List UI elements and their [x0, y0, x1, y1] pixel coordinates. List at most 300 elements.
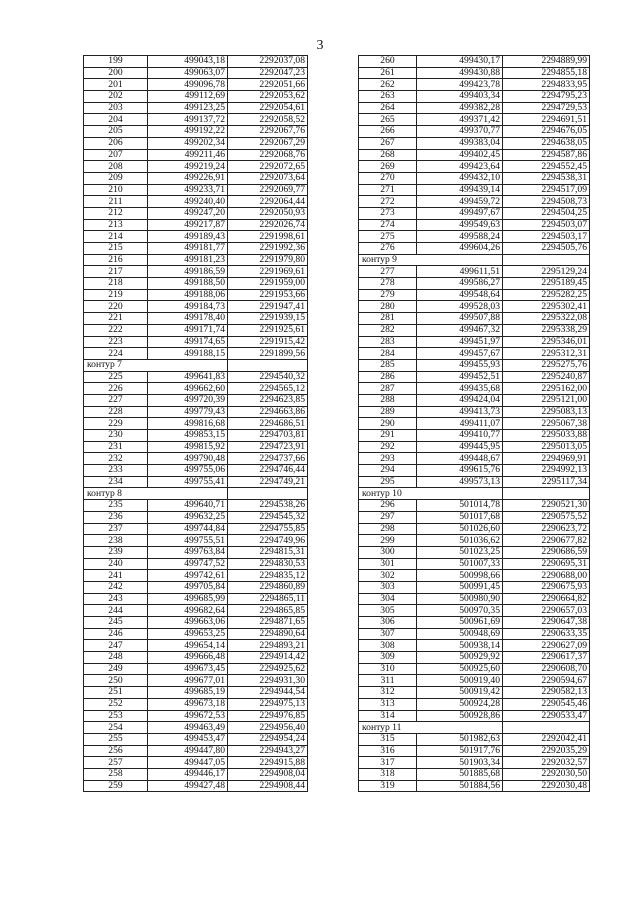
- x-coordinate-cell: 500928,86: [417, 710, 503, 722]
- y-coordinate-cell: 2292051,66: [228, 79, 308, 91]
- table-row: [359, 535, 590, 547]
- point-number-cell: 317: [359, 757, 417, 769]
- y-coordinate-cell: 2294749,21: [228, 476, 308, 488]
- x-coordinate-cell: 500980,90: [417, 593, 503, 605]
- y-coordinate-cell: 2294943,27: [228, 745, 308, 757]
- table-row: [359, 768, 590, 780]
- y-coordinate-cell: 2294914,42: [228, 652, 308, 664]
- point-number-cell: 239: [84, 546, 148, 558]
- point-number-cell: 200: [84, 67, 148, 79]
- table-row: [84, 114, 308, 126]
- x-coordinate-cell: 499063,07: [148, 67, 228, 79]
- table-row: [359, 511, 590, 523]
- y-coordinate-cell: 2294505,76: [503, 243, 590, 255]
- point-number-cell: 218: [84, 278, 148, 290]
- x-coordinate-cell: 499446,17: [148, 768, 228, 780]
- point-number-cell: 262: [359, 79, 417, 91]
- point-number-cell: 246: [84, 628, 148, 640]
- x-coordinate-cell: 500970,35: [417, 605, 503, 617]
- y-coordinate-cell: 2294865,85: [228, 605, 308, 617]
- y-coordinate-cell: 2292067,29: [228, 137, 308, 149]
- table-row: [359, 617, 590, 629]
- contour-header-row: [84, 488, 308, 500]
- x-coordinate-cell: 501884,56: [417, 780, 503, 792]
- table-row: [359, 289, 590, 301]
- x-coordinate-cell: 499573,13: [417, 476, 503, 488]
- table-row: [84, 733, 308, 745]
- x-coordinate-cell: 499178,40: [148, 313, 228, 325]
- x-coordinate-cell: 500991,45: [417, 581, 503, 593]
- point-number-cell: 199: [84, 56, 148, 68]
- x-coordinate-cell: 500961,69: [417, 617, 503, 629]
- table-row: [84, 558, 308, 570]
- point-number-cell: 234: [84, 476, 148, 488]
- x-coordinate-cell: 499653,25: [148, 628, 228, 640]
- y-coordinate-cell: 2294975,13: [228, 698, 308, 710]
- x-coordinate-cell: 499439,14: [417, 184, 503, 196]
- x-coordinate-cell: 499742,61: [148, 570, 228, 582]
- y-coordinate-cell: 2295117,34: [503, 476, 590, 488]
- x-coordinate-cell: 499188,06: [148, 289, 228, 301]
- table-row: [359, 336, 590, 348]
- point-number-cell: 255: [84, 733, 148, 745]
- x-coordinate-cell: 499435,68: [417, 383, 503, 395]
- point-number-cell: 297: [359, 511, 417, 523]
- table-row: [84, 301, 308, 313]
- point-number-cell: 212: [84, 207, 148, 219]
- y-coordinate-cell: 2295189,45: [503, 278, 590, 290]
- table-row: [359, 67, 590, 79]
- point-number-cell: 259: [84, 780, 148, 792]
- table-row: [359, 745, 590, 757]
- x-coordinate-cell: 500919,42: [417, 687, 503, 699]
- table-row: [359, 628, 590, 640]
- table-row: [84, 137, 308, 149]
- point-number-cell: 300: [359, 546, 417, 558]
- point-number-cell: 291: [359, 430, 417, 442]
- y-coordinate-cell: 2294723,91: [228, 441, 308, 453]
- y-coordinate-cell: 2294865,11: [228, 593, 308, 605]
- x-coordinate-cell: 499744,84: [148, 523, 228, 535]
- table-row: [359, 196, 590, 208]
- y-coordinate-cell: 2294830,53: [228, 558, 308, 570]
- point-number-cell: 247: [84, 640, 148, 652]
- x-coordinate-cell: 499685,19: [148, 687, 228, 699]
- y-coordinate-cell: 2294944,54: [228, 687, 308, 699]
- y-coordinate-cell: 2295322,08: [503, 313, 590, 325]
- x-coordinate-cell: 499662,60: [148, 383, 228, 395]
- y-coordinate-cell: 2292032,57: [503, 757, 590, 769]
- y-coordinate-cell: 2294976,85: [228, 710, 308, 722]
- table-row: [359, 184, 590, 196]
- y-coordinate-cell: 2295067,38: [503, 418, 590, 430]
- x-coordinate-cell: 499682,64: [148, 605, 228, 617]
- point-number-cell: 309: [359, 652, 417, 664]
- x-coordinate-cell: 499763,84: [148, 546, 228, 558]
- point-number-cell: 215: [84, 243, 148, 255]
- x-coordinate-cell: 499457,67: [417, 348, 503, 360]
- y-coordinate-cell: 2291992,36: [228, 243, 308, 255]
- point-number-cell: 278: [359, 278, 417, 290]
- point-number-cell: 314: [359, 710, 417, 722]
- x-coordinate-cell: 499371,42: [417, 114, 503, 126]
- y-coordinate-cell: 2295129,24: [503, 266, 590, 278]
- table-row: [84, 511, 308, 523]
- contour-label: контур 9: [359, 254, 503, 266]
- x-coordinate-cell: 499666,48: [148, 652, 228, 664]
- point-number-cell: 281: [359, 313, 417, 325]
- table-row: [84, 476, 308, 488]
- y-coordinate-cell: 2292067,76: [228, 126, 308, 138]
- table-row: [359, 114, 590, 126]
- table-row: [359, 570, 590, 582]
- table-row: [359, 558, 590, 570]
- table-row: [84, 207, 308, 219]
- x-coordinate-cell: 499174,65: [148, 336, 228, 348]
- point-number-cell: 253: [84, 710, 148, 722]
- y-coordinate-cell: 2294755,85: [228, 523, 308, 535]
- page-number: 3: [316, 38, 324, 53]
- x-coordinate-cell: 499188,15: [148, 348, 228, 360]
- table-row: [359, 56, 590, 68]
- point-number-cell: 240: [84, 558, 148, 570]
- table-row: [84, 266, 308, 278]
- table-row: [84, 289, 308, 301]
- x-coordinate-cell: 500998,66: [417, 570, 503, 582]
- table-row: [84, 465, 308, 477]
- table-row: [84, 652, 308, 664]
- point-number-cell: 236: [84, 511, 148, 523]
- point-number-cell: 232: [84, 453, 148, 465]
- table-row: [84, 324, 308, 336]
- x-coordinate-cell: 499402,45: [417, 149, 503, 161]
- y-coordinate-cell: 2295275,76: [503, 359, 590, 371]
- table-row: [359, 581, 590, 593]
- point-number-cell: 315: [359, 733, 417, 745]
- y-coordinate-cell: 2294703,81: [228, 430, 308, 442]
- table-row: [359, 710, 590, 722]
- point-number-cell: 237: [84, 523, 148, 535]
- point-number-cell: 211: [84, 196, 148, 208]
- point-number-cell: 277: [359, 266, 417, 278]
- x-coordinate-cell: 499096,78: [148, 79, 228, 91]
- y-coordinate-cell: 2295282,25: [503, 289, 590, 301]
- y-coordinate-cell: 2294925,62: [228, 663, 308, 675]
- x-coordinate-cell: 499588,24: [417, 231, 503, 243]
- y-coordinate-cell: 2290545,46: [503, 698, 590, 710]
- point-number-cell: 207: [84, 149, 148, 161]
- x-coordinate-cell: 501982,63: [417, 733, 503, 745]
- table-row: [359, 231, 590, 243]
- y-coordinate-cell: 2292069,77: [228, 184, 308, 196]
- table-row: [84, 254, 308, 266]
- y-coordinate-cell: 2294969,91: [503, 453, 590, 465]
- point-number-cell: 235: [84, 500, 148, 512]
- table-row: [84, 278, 308, 290]
- y-coordinate-cell: 2294908,04: [228, 768, 308, 780]
- point-number-cell: 204: [84, 114, 148, 126]
- point-number-cell: 214: [84, 231, 148, 243]
- x-coordinate-cell: 499816,68: [148, 418, 228, 430]
- y-coordinate-cell: 2292047,23: [228, 67, 308, 79]
- table-row: [359, 523, 590, 535]
- point-number-cell: 283: [359, 336, 417, 348]
- y-coordinate-cell: 2294992,13: [503, 465, 590, 477]
- x-coordinate-cell: 501903,34: [417, 757, 503, 769]
- point-number-cell: 290: [359, 418, 417, 430]
- y-coordinate-cell: 2292053,62: [228, 91, 308, 103]
- point-number-cell: 221: [84, 313, 148, 325]
- table-row: [359, 605, 590, 617]
- table-row: [359, 546, 590, 558]
- contour-label: контур 7: [84, 359, 228, 371]
- y-coordinate-cell: 2291915,42: [228, 336, 308, 348]
- y-coordinate-cell: 2290623,72: [503, 523, 590, 535]
- point-number-cell: 275: [359, 231, 417, 243]
- point-number-cell: 252: [84, 698, 148, 710]
- x-coordinate-cell: 499507,88: [417, 313, 503, 325]
- y-coordinate-cell: 2294538,31: [503, 172, 590, 184]
- contour-header-row: [359, 254, 590, 266]
- table-row: [84, 172, 308, 184]
- y-coordinate-cell: 2294890,64: [228, 628, 308, 640]
- x-coordinate-cell: 499403,34: [417, 91, 503, 103]
- table-row: [84, 243, 308, 255]
- x-coordinate-cell: 499382,28: [417, 102, 503, 114]
- point-number-cell: 217: [84, 266, 148, 278]
- point-number-cell: 306: [359, 617, 417, 629]
- y-coordinate-cell: 2294545,32: [228, 511, 308, 523]
- y-coordinate-cell: 2290521,30: [503, 500, 590, 512]
- point-number-cell: 251: [84, 687, 148, 699]
- y-coordinate-cell: 2294835,12: [228, 570, 308, 582]
- point-number-cell: 238: [84, 535, 148, 547]
- point-number-cell: 231: [84, 441, 148, 453]
- y-coordinate-cell: 2294915,88: [228, 757, 308, 769]
- x-coordinate-cell: 499211,46: [148, 149, 228, 161]
- table-row: [359, 593, 590, 605]
- x-coordinate-cell: 499184,73: [148, 301, 228, 313]
- point-number-cell: 280: [359, 301, 417, 313]
- x-coordinate-cell: 499673,45: [148, 663, 228, 675]
- y-coordinate-cell: 2295121,00: [503, 394, 590, 406]
- table-row: [84, 675, 308, 687]
- table-row: [84, 441, 308, 453]
- y-coordinate-cell: 2294638,05: [503, 137, 590, 149]
- table-row: [84, 313, 308, 325]
- table-row: [359, 313, 590, 325]
- y-coordinate-cell: 2294587,86: [503, 149, 590, 161]
- x-coordinate-cell: 499430,88: [417, 67, 503, 79]
- empty-cell: [228, 359, 308, 371]
- point-number-cell: 201: [84, 79, 148, 91]
- x-coordinate-cell: 499112,69: [148, 91, 228, 103]
- empty-cell: [503, 254, 590, 266]
- table-row: [84, 231, 308, 243]
- point-number-cell: 260: [359, 56, 417, 68]
- y-coordinate-cell: 2295346,01: [503, 336, 590, 348]
- contour-header-row: [359, 722, 590, 734]
- point-number-cell: 244: [84, 605, 148, 617]
- y-coordinate-cell: 2294691,51: [503, 114, 590, 126]
- x-coordinate-cell: 499192,22: [148, 126, 228, 138]
- table-row: [84, 593, 308, 605]
- table-row: [359, 663, 590, 675]
- y-coordinate-cell: 2291998,61: [228, 231, 308, 243]
- y-coordinate-cell: 2294833,95: [503, 79, 590, 91]
- y-coordinate-cell: 2292030,50: [503, 768, 590, 780]
- y-coordinate-cell: 2290582,13: [503, 687, 590, 699]
- point-number-cell: 274: [359, 219, 417, 231]
- point-number-cell: 319: [359, 780, 417, 792]
- y-coordinate-cell: 2290688,00: [503, 570, 590, 582]
- y-coordinate-cell: 2291947,41: [228, 301, 308, 313]
- table-row: [359, 219, 590, 231]
- point-number-cell: 285: [359, 359, 417, 371]
- y-coordinate-cell: 2290657,03: [503, 605, 590, 617]
- table-row: [359, 137, 590, 149]
- x-coordinate-cell: 501014,78: [417, 500, 503, 512]
- x-coordinate-cell: 501007,33: [417, 558, 503, 570]
- table-row: [84, 605, 308, 617]
- table-row: [359, 453, 590, 465]
- y-coordinate-cell: 2291925,61: [228, 324, 308, 336]
- y-coordinate-cell: 2290647,38: [503, 617, 590, 629]
- point-number-cell: 310: [359, 663, 417, 675]
- x-coordinate-cell: 499445,95: [417, 441, 503, 453]
- table-row: [84, 628, 308, 640]
- y-coordinate-cell: 2294737,66: [228, 453, 308, 465]
- table-row: [84, 196, 308, 208]
- y-coordinate-cell: 2294855,18: [503, 67, 590, 79]
- y-coordinate-cell: 2294889,99: [503, 56, 590, 68]
- table-row: [84, 91, 308, 103]
- table-row: [84, 336, 308, 348]
- y-coordinate-cell: 2294503,17: [503, 231, 590, 243]
- point-number-cell: 203: [84, 102, 148, 114]
- x-coordinate-cell: 499632,25: [148, 511, 228, 523]
- y-coordinate-cell: 2290533,47: [503, 710, 590, 722]
- y-coordinate-cell: 2292073,64: [228, 172, 308, 184]
- table-row: [359, 652, 590, 664]
- table-row: [359, 371, 590, 383]
- point-number-cell: 268: [359, 149, 417, 161]
- y-coordinate-cell: 2292072,65: [228, 161, 308, 173]
- point-number-cell: 307: [359, 628, 417, 640]
- point-number-cell: 295: [359, 476, 417, 488]
- x-coordinate-cell: 499043,18: [148, 56, 228, 68]
- table-row: [359, 394, 590, 406]
- x-coordinate-cell: 499171,74: [148, 324, 228, 336]
- y-coordinate-cell: 2290675,93: [503, 581, 590, 593]
- y-coordinate-cell: 2291969,61: [228, 266, 308, 278]
- point-number-cell: 292: [359, 441, 417, 453]
- y-coordinate-cell: 2295338,29: [503, 324, 590, 336]
- point-number-cell: 298: [359, 523, 417, 535]
- x-coordinate-cell: 499137,72: [148, 114, 228, 126]
- table-row: [84, 453, 308, 465]
- point-number-cell: 301: [359, 558, 417, 570]
- y-coordinate-cell: 2294538,26: [228, 500, 308, 512]
- table-body-right: [359, 56, 590, 792]
- y-coordinate-cell: 2294686,51: [228, 418, 308, 430]
- point-number-cell: 308: [359, 640, 417, 652]
- y-coordinate-cell: 2294749,96: [228, 535, 308, 547]
- x-coordinate-cell: 499815,92: [148, 441, 228, 453]
- x-coordinate-cell: 500924,28: [417, 698, 503, 710]
- point-number-cell: 242: [84, 581, 148, 593]
- point-number-cell: 220: [84, 301, 148, 313]
- table-row: [84, 710, 308, 722]
- table-row: [84, 535, 308, 547]
- y-coordinate-cell: 2291939,15: [228, 313, 308, 325]
- y-coordinate-cell: 2294503,07: [503, 219, 590, 231]
- y-coordinate-cell: 2291899,56: [228, 348, 308, 360]
- coordinates-table-left: [83, 55, 308, 792]
- point-number-cell: 226: [84, 383, 148, 395]
- point-number-cell: 287: [359, 383, 417, 395]
- x-coordinate-cell: 499685,99: [148, 593, 228, 605]
- point-number-cell: 282: [359, 324, 417, 336]
- table-row: [84, 546, 308, 558]
- table-row: [359, 675, 590, 687]
- table-row: [359, 207, 590, 219]
- x-coordinate-cell: 499548,64: [417, 289, 503, 301]
- table-row: [84, 698, 308, 710]
- point-number-cell: 296: [359, 500, 417, 512]
- point-number-cell: 249: [84, 663, 148, 675]
- point-number-cell: 263: [359, 91, 417, 103]
- point-number-cell: 261: [359, 67, 417, 79]
- table-row: [84, 219, 308, 231]
- point-number-cell: 304: [359, 593, 417, 605]
- table-row: [84, 722, 308, 734]
- x-coordinate-cell: 499779,43: [148, 406, 228, 418]
- y-coordinate-cell: 2294663,86: [228, 406, 308, 418]
- x-coordinate-cell: 499755,51: [148, 535, 228, 547]
- table-row: [84, 67, 308, 79]
- point-number-cell: 230: [84, 430, 148, 442]
- point-number-cell: 299: [359, 535, 417, 547]
- table-row: [359, 149, 590, 161]
- x-coordinate-cell: 499720,39: [148, 394, 228, 406]
- point-number-cell: 313: [359, 698, 417, 710]
- point-number-cell: 208: [84, 161, 148, 173]
- y-coordinate-cell: 2290617,37: [503, 652, 590, 664]
- point-number-cell: 312: [359, 687, 417, 699]
- table-body-left: [84, 56, 308, 792]
- table-row: [359, 430, 590, 442]
- x-coordinate-cell: 499677,01: [148, 675, 228, 687]
- point-number-cell: 209: [84, 172, 148, 184]
- point-number-cell: 205: [84, 126, 148, 138]
- table-row: [84, 371, 308, 383]
- point-number-cell: 241: [84, 570, 148, 582]
- point-number-cell: 223: [84, 336, 148, 348]
- x-coordinate-cell: 499217,87: [148, 219, 228, 231]
- point-number-cell: 294: [359, 465, 417, 477]
- table-row: [84, 406, 308, 418]
- table-row: [359, 500, 590, 512]
- x-coordinate-cell: 499447,80: [148, 745, 228, 757]
- y-coordinate-cell: 2292037,08: [228, 56, 308, 68]
- y-coordinate-cell: 2292064,44: [228, 196, 308, 208]
- x-coordinate-cell: 499188,50: [148, 278, 228, 290]
- point-number-cell: 279: [359, 289, 417, 301]
- y-coordinate-cell: 2294795,23: [503, 91, 590, 103]
- y-coordinate-cell: 2292026,74: [228, 219, 308, 231]
- table-row: [84, 79, 308, 91]
